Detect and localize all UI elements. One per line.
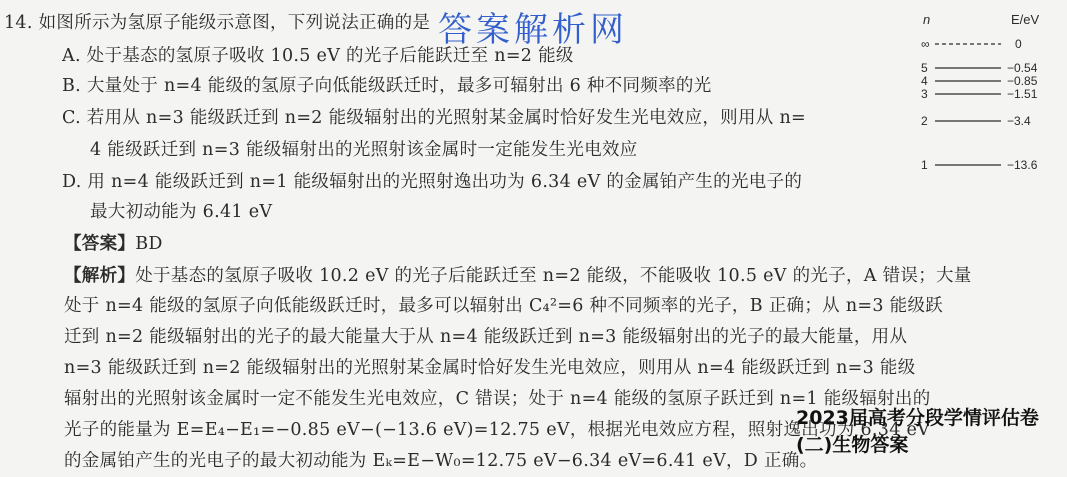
level-energy-2: −0.85 <box>1007 74 1038 88</box>
level-energy-1: −0.54 <box>1007 61 1038 75</box>
answer-row <box>64 230 163 255</box>
level-n-1: 5 <box>921 61 928 75</box>
option-b: B. 大量处于 n=4 能级的氢原子向低能级跃迁时，最多可辐射出 6 种不同频率的光 <box>62 76 712 96</box>
level-energy-3: −1.51 <box>1007 87 1038 101</box>
analysis-line-4: n=3 能级跃迁到 n=2 能级辐射出的光照射某金属时恰好发生光电效应，则用从 n=4 能级跃迁到 n=3 能级 <box>64 358 916 378</box>
energy-header: E/eV <box>1011 12 1040 27</box>
question-stem: 14. 如图所示为氢原子能级示意图，下列说法正确的是 <box>4 13 431 33</box>
option-c-line2: 4 能级跃迁到 n=3 能级辐射出的光照射该金属时一定能发生光电效应 <box>90 140 638 160</box>
energy-level-diagram <box>915 8 1063 188</box>
level-energy-0: 0 <box>1015 37 1022 51</box>
option-d-line1: D. 用 n=4 能级跃迁到 n=1 能级辐射出的光照射逸出功为 6.34 eV 的金属铂产生的光电子的 <box>62 172 803 192</box>
answer-label: 【答案】 <box>64 234 136 254</box>
level-n-0: ∞ <box>921 37 930 51</box>
option-c-line1: C. 若用从 n=3 能级跃迁到 n=2 能级辐射出的光照射某金属时恰好发生光电效应，则用从 n= <box>62 108 806 128</box>
level-energy-5: −13.6 <box>1007 158 1038 172</box>
energy-levels <box>921 37 1038 172</box>
analysis-label: 【解析】 <box>64 266 136 286</box>
analysis-line-7: 的金属铂产生的光电子的最大初动能为 Eₖ=E−W₀=12.75 eV−6.34 eV=6.41 eV，D 正确。 <box>64 451 818 471</box>
analysis-line-2: 处于 n=4 能级的氢原子向低能级跃迁时，最多可以辐射出 C₄²=6 种不同频率的光子，B 正确；从 n=3 能级跃 <box>64 296 944 316</box>
n-header: n <box>923 12 931 27</box>
watermark-text: 答案解析网 <box>438 10 628 50</box>
analysis-line-6: 光子的能量为 E=E₄−E₁=−0.85 eV−(−13.6 eV)=12.75 eV，根据光电效应方程，照射逸出功为 6.34 eV <box>64 420 931 440</box>
level-energy-4: −3.4 <box>1007 114 1031 128</box>
option-d-line2: 最大初动能为 6.41 eV <box>90 202 273 222</box>
analysis-line-5: 辐射出的光照射该金属时一定不能发生光电效应，C 错误；处于 n=4 能级的氢原子跃迁到 n=1 能级辐射出的 <box>64 389 931 409</box>
level-n-4: 2 <box>921 114 928 128</box>
analysis-line-3: 迁到 n=2 能级辐射出的光子的最大能量大于从 n=4 能级跃迁到 n=3 能级辐射出的光子的最大能量，用从 <box>64 327 908 347</box>
analysis-text-1: 处于基态的氢原子吸收 10.2 eV 的光子后能跃迁至 n=2 能级，不能吸收 10.5 eV 的光子，A 错误；大量 <box>135 266 972 286</box>
option-a: A. 处于基态的氢原子吸收 10.5 eV 的光子后能跃迁至 n=2 能级 <box>62 46 574 66</box>
analysis-line-1 <box>64 262 972 287</box>
level-n-5: 1 <box>921 158 928 172</box>
answer-value: BD <box>135 234 163 254</box>
level-n-3: 3 <box>921 87 928 101</box>
overlay-caption: 2023届高考分段学情评估卷(二)生物答案 <box>796 407 1039 456</box>
level-n-2: 4 <box>921 74 928 88</box>
